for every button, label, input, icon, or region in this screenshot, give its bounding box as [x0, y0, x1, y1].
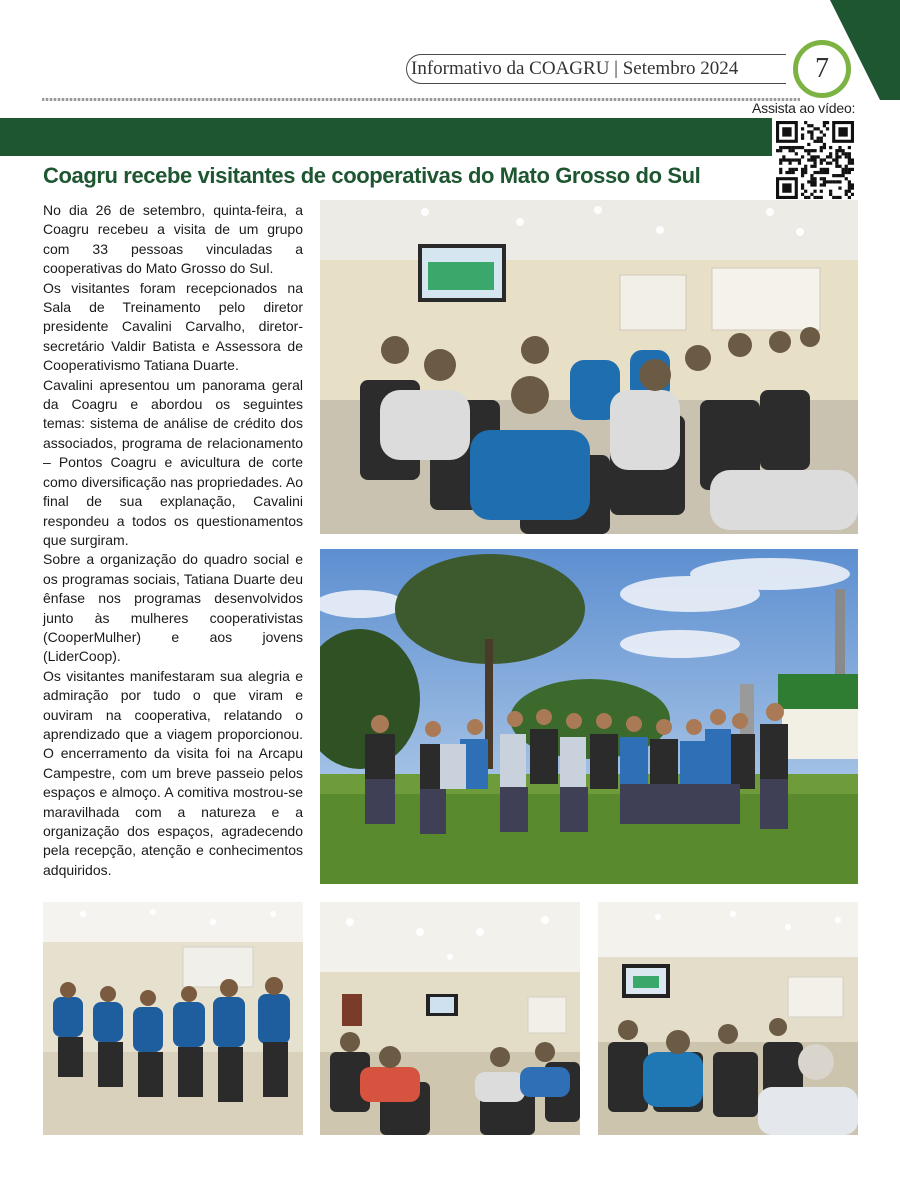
- video-label: Assista ao vídeo:: [752, 100, 856, 116]
- article-paragraph: Os visitantes foram recepcionados na Sala de Treinamento pelo diretor presidente Cavalini Carvalho, diretor-secretário Valdir Batista e Assessora de Cooperativismo Tatiana Duarte.: [43, 279, 303, 374]
- page-number: 7: [793, 40, 851, 98]
- header-divider: [42, 98, 800, 101]
- qr-code-icon[interactable]: [776, 121, 854, 199]
- article-headline: Coagru recebe visitantes de cooperativas do Mato Grosso do Sul: [43, 163, 701, 188]
- photo-audience-center: [320, 902, 580, 1135]
- article-paragraph: Cavalini apresentou um panorama geral da Coagru e abordou os seguintes temas: sistema de análise de crédito dos associados, programa de relacionamento – Pontos Coagru e avicultura de corte como diversificação nas propriedades. Ao final de sua explanação, Cavalini respondeu a todos os questionamentos que surgiram.: [43, 376, 303, 548]
- article-body: [43, 201, 303, 880]
- article-paragraph: Sobre a organização do quadro social e os programas sociais, Tatiana Duarte deu ênfase nos programas desenvolvidos junto às mulheres cooperativistas (CooperMulher) e aos jovens (LiderCoop).: [43, 551, 303, 665]
- article-paragraph: No dia 26 de setembro, quinta-feira, a Coagru recebeu a visita de um grupo com 33 pessoas vinculadas a cooperativas do Mato Grosso do Sul.: [43, 202, 303, 277]
- photo-audience-right: [598, 902, 858, 1135]
- photo-training-room: [320, 200, 858, 534]
- photo-group-outdoor: [320, 549, 858, 884]
- section-bar: [0, 118, 772, 156]
- publication-header: Informativo da COAGRU | Setembro 2024: [406, 54, 786, 84]
- photo-audience-left: [43, 902, 303, 1135]
- article-paragraph: Os visitantes manifestaram sua alegria e admiração por tudo o que viram e ouviram na cooperativa, relatando o aprendizado que a viagem proporcionou. O encerramento da visita foi na Arcapu Campestre, com um breve passeio pelos espaços e almoço. A comitiva mostrou-se maravilhada com a natureza e a organização dos espaços, agradecendo pela recepção, atenção e conhecimentos adquiridos.: [43, 667, 303, 878]
